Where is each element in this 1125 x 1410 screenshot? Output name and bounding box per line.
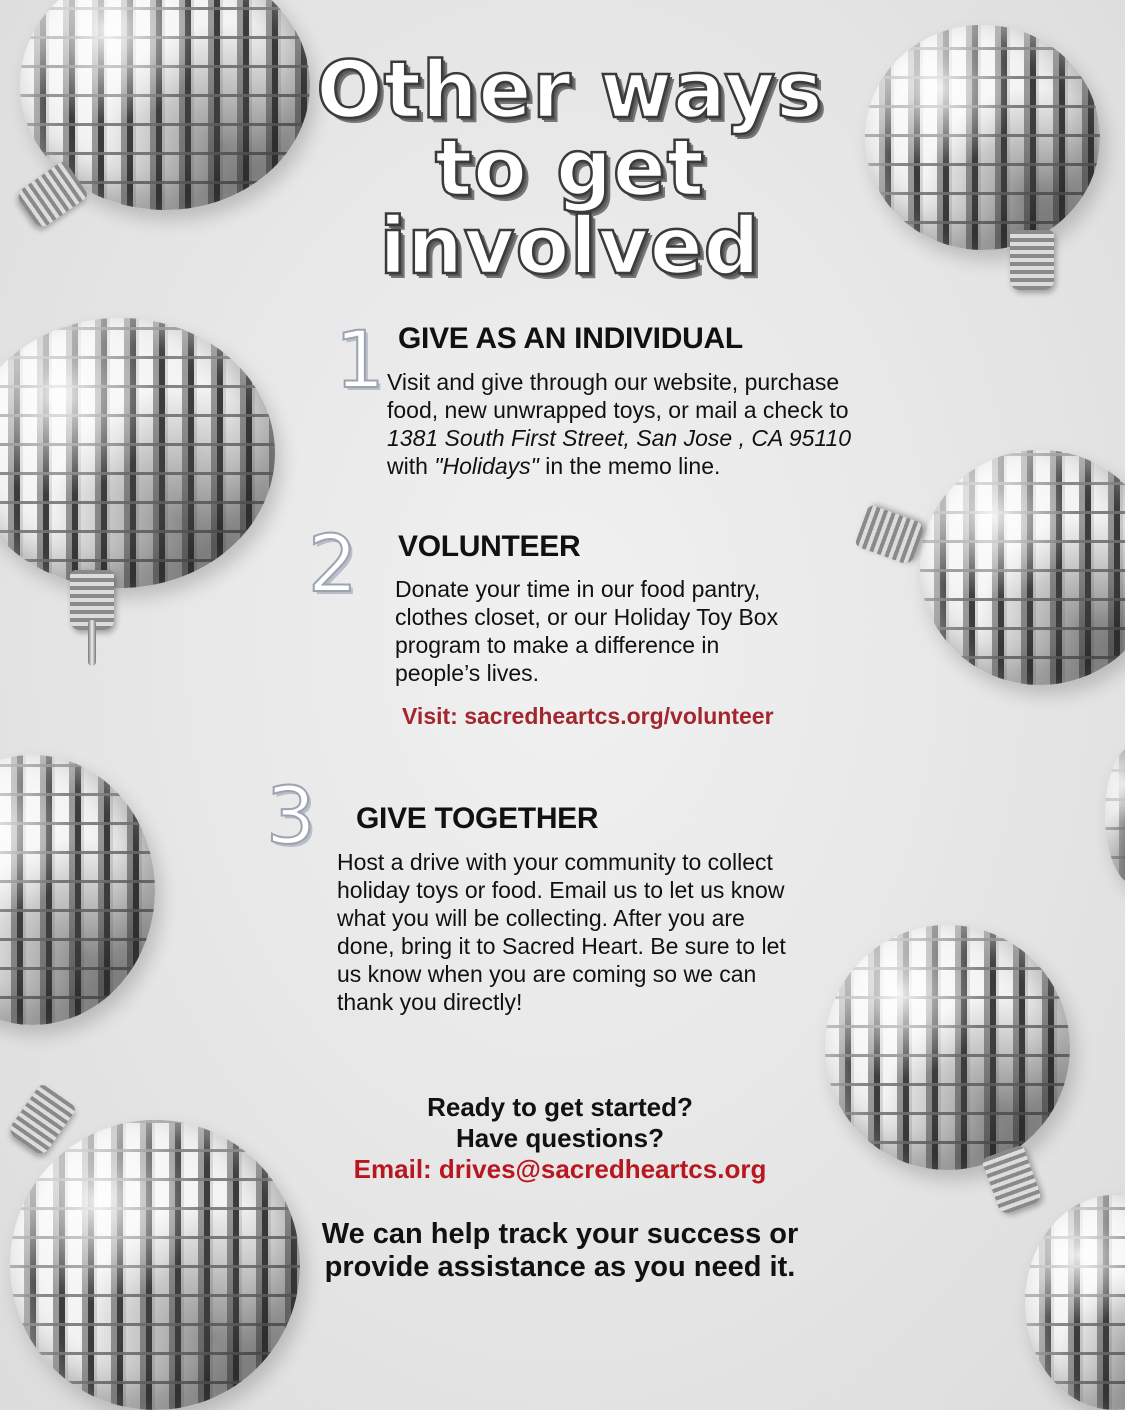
ornament-cap	[981, 1144, 1043, 1215]
call-to-action	[300, 1092, 820, 1185]
disco-ornament	[920, 450, 1125, 685]
body-line: program to make a difference in	[395, 632, 720, 658]
memo-text: "Holidays"	[434, 453, 539, 479]
title-line-2: to get	[434, 124, 706, 214]
mailing-address: 1381 South First Street, San Jose , CA 95110	[387, 425, 852, 451]
disco-ornament	[10, 1120, 300, 1410]
closing-line-2: provide assistance as you need it.	[324, 1251, 796, 1283]
body-line: thank you directly!	[337, 989, 523, 1015]
ornament-cap	[1010, 230, 1054, 290]
body-line: people’s lives.	[395, 660, 540, 686]
closing-statement	[300, 1218, 820, 1284]
closing-line-1: We can help track your success or	[321, 1218, 799, 1250]
ornament-hook	[88, 620, 96, 666]
body-line: Visit and give through our website, purchase	[387, 369, 840, 395]
body-line: holiday toys or food. Email us to let us know	[337, 877, 785, 903]
step-number-3: 3	[266, 772, 316, 862]
body-line: us know when you are coming so we can	[337, 961, 757, 987]
section-body-individual	[387, 368, 947, 480]
ornament-cap	[7, 1083, 77, 1157]
body-line: clothes closet, or our Holiday Toy Box	[395, 604, 779, 630]
section-heading-individual: GIVE AS AN INDIVIDUAL	[398, 322, 743, 355]
volunteer-link[interactable]: Visit: sacredheartcs.org/volunteer	[402, 703, 774, 729]
body-line: Donate your time in our food pantry,	[395, 576, 761, 602]
memo-suffix: in the memo line.	[538, 453, 721, 479]
disco-ornament	[1025, 1195, 1125, 1410]
cta-line-1: Ready to get started?	[427, 1092, 693, 1122]
title-line-3: involved	[379, 202, 761, 292]
body-line: what you will be collecting. After you are	[337, 905, 745, 931]
disco-ornament	[1105, 745, 1125, 885]
disco-ornament	[865, 25, 1100, 250]
memo-prefix: with	[387, 453, 435, 479]
section-body-volunteer	[395, 575, 865, 687]
section-body-give-together	[337, 848, 877, 1016]
section-heading-give-together: GIVE TOGETHER	[356, 802, 599, 835]
disco-ornament	[0, 318, 275, 588]
title-line-1: Other ways	[316, 46, 824, 136]
body-line: food, new unwrapped toys, or mail a check to	[387, 397, 849, 423]
step-number-1: 1	[335, 316, 385, 406]
cta-line-2: Have questions?	[455, 1123, 665, 1153]
step-number-2: 2	[308, 520, 358, 610]
section-heading-volunteer: VOLUNTEER	[398, 530, 581, 563]
page-title	[300, 46, 840, 292]
ornament-cap	[854, 504, 925, 566]
disco-ornament	[0, 755, 155, 1025]
contact-email-link[interactable]: Email: drives@sacredheartcs.org	[353, 1154, 767, 1184]
body-line: done, bring it to Sacred Heart. Be sure to let	[337, 933, 786, 959]
body-line: Host a drive with your community to collect	[337, 849, 773, 875]
